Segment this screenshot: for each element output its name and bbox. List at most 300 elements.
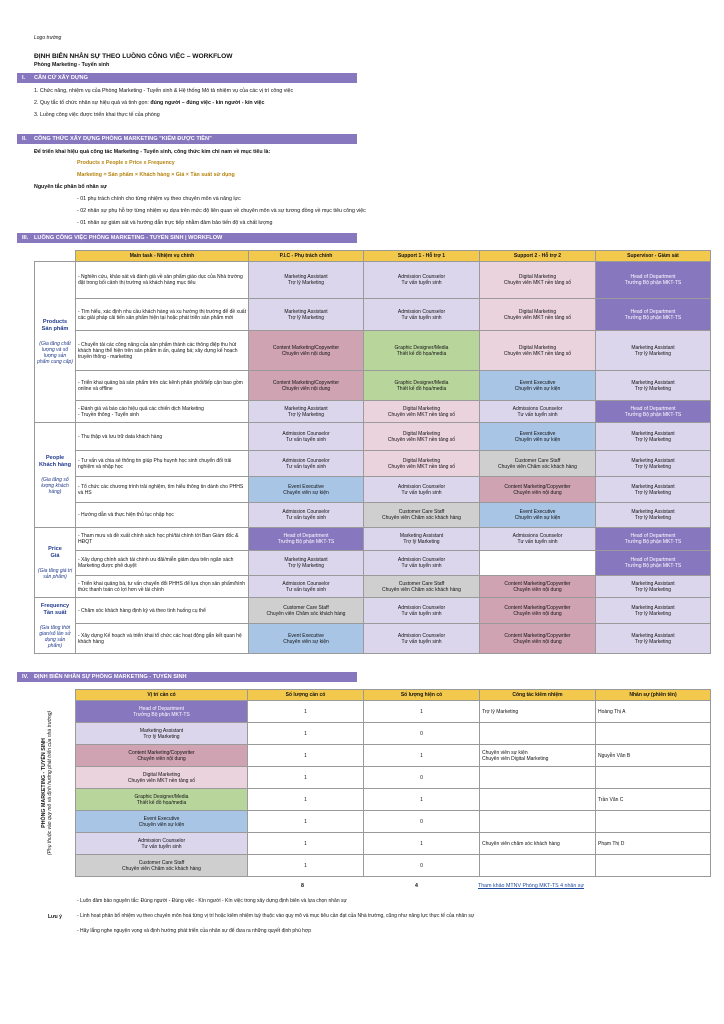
position-cell (76, 767, 248, 789)
role-vietnamese: Chuyên viên sự kiện (283, 489, 329, 496)
basis-item-2-text: 2. Quy tắc tổ chức nhân sự hiệu quả và tinh gọn: (34, 100, 151, 106)
role-english: Event Executive (519, 509, 556, 515)
workflow-row (35, 576, 711, 598)
role-vietnamese: Chuyên viên Chăm sóc khách hàng (266, 610, 346, 617)
task-cell: - Đánh giá và báo cáo hiệu quả các chiến dịch Marketing - Truyền thông - Tuyển sinh (76, 401, 249, 423)
role-english: Customer Care Staff (514, 457, 561, 464)
position-cell (76, 789, 248, 811)
role-english: Admission Counselor (397, 274, 446, 280)
need-cell: 1 (248, 833, 364, 855)
header-need: Số lượng cần có (248, 690, 364, 701)
role-vietnamese: Trợ lý Marketing (287, 280, 325, 286)
workflow-row (35, 503, 711, 528)
role-vietnamese: Chuyên viên MKT nền tảng số (387, 411, 456, 418)
role-cell (364, 576, 480, 598)
staff-name-cell[interactable]: Phạm Thị D (596, 833, 711, 855)
need-cell: 1 (248, 811, 364, 833)
role-vietnamese: Thiết kế đồ họa/media (396, 385, 447, 392)
role-cell (249, 528, 364, 551)
position-english: Customer Care Staff (138, 859, 185, 866)
staffing-row (76, 723, 711, 745)
position-english: Content Marketing/Copywriter (128, 749, 195, 756)
role-english: Admissions Counselor (512, 405, 563, 412)
principle-1: - 01 phụ trách chính cho từng nhiệm vụ theo chuyên môn và năng lực (77, 196, 241, 202)
group-title: Frequency Tần suất (40, 602, 70, 616)
staff-name-cell[interactable]: Nguyễn Văn B (596, 745, 711, 767)
side-title: PHÒNG MARKETING - TUYỂN SINH (41, 738, 47, 828)
role-vietnamese: Trợ lý Marketing (403, 539, 440, 545)
workflow-row (35, 423, 711, 451)
role-cell (249, 451, 364, 477)
need-cell: 1 (248, 789, 364, 811)
role-cell (480, 528, 596, 551)
logo-placeholder: Logo trường (34, 35, 62, 41)
role-vietnamese: Chuyên viên sự kiện (514, 385, 561, 392)
basis-item-1: 1. Chức năng, nhiệm vụ của Phòng Marketing - Tuyển sinh & Hệ thống Mô tả nhiệm vụ của các vị trí công việc (34, 88, 294, 94)
role-vietnamese: Chuyên viên sự kiện (514, 436, 561, 443)
position-vietnamese: Trưởng Bộ phận MKT-TS (133, 711, 190, 718)
role-cell (249, 477, 364, 503)
reference-link[interactable]: Tham khảo MTNV Phòng MKT-TS 4 nhân sự (478, 883, 584, 889)
staff-name-cell[interactable]: Trần Văn C (596, 789, 711, 811)
position-vietnamese: Trợ lý Marketing (143, 733, 180, 740)
role-vietnamese: Chuyên viên nội dung (513, 610, 562, 617)
basis-item-2-bold: đúng người – đúng việc - kín người - kín việc (150, 100, 265, 106)
workflow-row (35, 598, 711, 624)
principle-2: - 02 nhân sự phụ hỗ trợ từng nhiệm vụ dựa trên mức độ liên quan về chuyên môn và sự tương đồng về mục tiêu công việc (77, 208, 366, 214)
role-cell (596, 371, 711, 401)
side-duty-cell: Chuyên viên sự kiện Chuyên viên Digital Marketing (480, 745, 596, 767)
role-cell (249, 262, 364, 299)
section-number: III. (22, 235, 29, 241)
role-english: Graphic Designer/Media (394, 379, 449, 386)
role-vietnamese: Trưởng Bộ phận MKT-TS (624, 411, 682, 418)
position-cell (76, 723, 248, 745)
role-english: Marketing Assistant (284, 405, 328, 412)
task-cell: - Tham mưu và đề xuất chính sách học phí/tài chính tới Ban Giám đốc & HĐQT (76, 528, 249, 551)
role-english: Admission Counselor (282, 430, 330, 437)
staffing-side-label (34, 690, 74, 878)
side-duty-cell (480, 811, 596, 833)
staffing-row (76, 789, 711, 811)
role-vietnamese: Trưởng Bộ phận MKT-TS (624, 280, 682, 286)
role-cell (364, 262, 480, 299)
role-english: Head of Department (630, 274, 676, 280)
role-english: Content Marketing/Copywriter (272, 379, 340, 386)
role-english: Admission Counselor (397, 308, 446, 315)
role-english: Digital Marketing (518, 308, 557, 315)
workflow-row (35, 262, 711, 299)
have-cell: 1 (364, 701, 480, 723)
group-subtitle: (Gia tăng giá trị sản phẩm) (37, 567, 73, 580)
workflow-row (35, 371, 711, 401)
have-cell: 1 (364, 833, 480, 855)
role-cell (480, 551, 596, 576)
side-duty-cell: Chuyên viên chăm sóc khách hàng (480, 833, 596, 855)
workflow-row (35, 451, 711, 477)
side-duty-cell (480, 767, 596, 789)
role-vietnamese: Trợ lý Marketing (634, 610, 672, 617)
staffing-table (75, 689, 711, 877)
group-title: Price Giá (48, 545, 62, 559)
task-cell: - Hướng dẫn và thực hiện thủ tục nhập học (76, 503, 249, 528)
role-vietnamese: Tư vấn tuyển sinh (285, 586, 327, 593)
role-english: Marketing Assistant (284, 308, 328, 315)
principle-3: - 01 nhân sự giám sát và hướng dẫn trực tiếp nhằm đảm bảo tiến độ và chất lượng (77, 220, 273, 226)
staff-name-cell[interactable] (596, 767, 711, 789)
role-vietnamese: Tư vấn tuyển sinh (517, 411, 558, 418)
role-english: Marketing Assistant (631, 430, 675, 437)
notes-label: Lưu ý (48, 914, 62, 920)
role-english: Marketing Assistant (631, 580, 675, 587)
role-english: Customer Care Staff (398, 580, 445, 587)
workflow-row (35, 401, 711, 423)
section-number: I. (22, 75, 26, 81)
workflow-row (35, 299, 711, 331)
role-vietnamese: Tư vấn tuyển sinh (285, 515, 327, 521)
group-label-cell (35, 528, 76, 598)
side-duty-cell (480, 789, 596, 811)
role-cell (364, 371, 480, 401)
role-english: Marketing Assistant (284, 557, 328, 563)
role-cell (364, 423, 480, 451)
section-title: CĂN CỨ XÂY DỰNG (34, 75, 88, 81)
side-duty-cell (480, 855, 596, 877)
header-have: Số lượng hiện có (364, 690, 480, 701)
group-title: Products Sản phẩm (41, 319, 69, 332)
have-cell: 1 (364, 789, 480, 811)
role-cell (480, 331, 596, 371)
staffing-row (76, 767, 711, 789)
role-english: Admission Counselor (397, 632, 446, 639)
position-cell (76, 745, 248, 767)
note-1: - Luôn đảm bảo nguyên tắc: Đúng người - Đúng việc - Kín người - Kín việc trong xây dựng định biên và lựa chọn nhân sự (77, 898, 347, 904)
role-english: Content Marketing/Copywriter (504, 604, 571, 611)
staff-name-cell[interactable]: Hoàng Thị A (596, 701, 711, 723)
task-cell: - Triển khai quảng bá, tư vấn chuyển đổi PHHS để lựa chọn sản phẩm/hình thức thanh toán có lợi hơn về tài chính (76, 576, 249, 598)
staffing-row (76, 811, 711, 833)
role-cell (596, 503, 711, 528)
section-1-header (17, 73, 357, 83)
role-vietnamese: Tư vấn tuyển sinh (401, 489, 442, 496)
role-cell (596, 299, 711, 331)
role-vietnamese: Tư vấn tuyển sinh (401, 610, 442, 617)
role-vietnamese: Thiết kế đồ họa/media (396, 350, 447, 357)
role-vietnamese: Chuyên viên MKT nền tảng số (503, 314, 572, 321)
role-english: Admission Counselor (397, 557, 446, 563)
role-english: Customer Care Staff (283, 604, 329, 611)
task-cell: - Chuyển tải các công năng của sản phẩm thành các thông điệp thu hút khách hàng thể hiện trên sản phẩm in ấn, quảng bá; xây dựng kế hoạch truyền thông - marketing (76, 331, 249, 371)
role-cell (364, 299, 480, 331)
role-vietnamese: Trợ lý Marketing (287, 563, 325, 569)
role-cell (596, 423, 711, 451)
role-english: Marketing Assistant (631, 379, 675, 386)
task-cell: - Tư vấn và chia sẻ thông tin giúp Phụ huynh học sinh chuyển đổi trải nghiệm và nhập học (76, 451, 249, 477)
role-vietnamese: Chuyên viên nội dung (513, 638, 562, 645)
group-label-cell (35, 598, 76, 654)
role-english: Head of Department (630, 533, 676, 539)
header-side-duty: Công tác kiêm nhiệm (480, 690, 596, 701)
task-cell: - Triển khai quảng bá sản phẩm trên các kênh phân phối/tiếp cận bao gồm online và offline (76, 371, 249, 401)
staffing-row (76, 745, 711, 767)
role-english: Admission Counselor (282, 509, 330, 515)
role-cell (480, 598, 596, 624)
role-cell (480, 401, 596, 423)
role-vietnamese: Trợ lý Marketing (287, 314, 325, 321)
role-english: Head of Department (283, 533, 329, 539)
workflow-header-row (35, 251, 711, 262)
side-subtitle: (Phụ thuộc vào quy mô và định hướng phát triển của nhà trường) (47, 710, 54, 856)
role-vietnamese: Chuyên viên nội dung (513, 586, 562, 593)
role-cell (249, 401, 364, 423)
task-cell: - Xây dựng chính sách tài chính ưu đãi/miễn giảm dựa trên ngân sách Marketing được phê duyệt (76, 551, 249, 576)
role-cell (249, 576, 364, 598)
header-position: Vị trí cần có (76, 690, 248, 701)
position-english: Head of Department (138, 705, 185, 712)
role-english: Marketing Assistant (631, 483, 675, 490)
position-cell (76, 811, 248, 833)
task-cell: - Tìm hiểu, xác định nhu cầu khách hàng và xu hướng thị trường để đề xuất các giải pháp cải tiến sản phẩm hiện tại hoặc phát triển sản phẩm mới (76, 299, 249, 331)
role-vietnamese: Trợ lý Marketing (634, 638, 672, 645)
staff-name-cell[interactable] (596, 811, 711, 833)
role-english: Event Executive (519, 430, 556, 437)
section-title: CÔNG THỨC XÂY DỰNG PHÒNG MARKETING "KIẾM ĐƯỢC TIỀN" (34, 136, 212, 142)
role-cell (480, 423, 596, 451)
role-cell (249, 598, 364, 624)
role-cell (249, 624, 364, 654)
role-vietnamese: Chuyên viên sự kiện (514, 515, 561, 521)
group-label-cell (35, 423, 76, 528)
role-vietnamese: Chuyên viên MKT nền tảng số (503, 350, 572, 357)
side-duty-cell (480, 723, 596, 745)
position-vietnamese: Chuyên viên MKT nền tảng số (127, 777, 196, 784)
workflow-table (34, 250, 711, 654)
side-duty-cell: Trợ lý Marketing (480, 701, 596, 723)
workflow-row (35, 477, 711, 503)
task-cell: - Tổ chức các chương trình trải nghiệm, tìm hiểu thông tin dành cho PHHS và HS (76, 477, 249, 503)
section-4-header (17, 672, 357, 682)
group-subtitle: (Gia tăng số lượng khách hàng) (41, 477, 69, 495)
role-cell (596, 528, 711, 551)
header-pic: P.I.C - Phụ trách chính (249, 251, 364, 262)
role-english: Content Marketing/Copywriter (504, 483, 571, 490)
role-english: Marketing Assistant (631, 632, 675, 639)
have-cell: 0 (364, 855, 480, 877)
role-cell (249, 503, 364, 528)
role-vietnamese: Chuyên viên nội dung (281, 385, 331, 392)
workflow-row (35, 528, 711, 551)
role-vietnamese: Trưởng Bộ phận MKT-TS (277, 539, 335, 545)
position-vietnamese: Chuyên viên sự kiện (138, 821, 185, 828)
role-english: Event Executive (288, 632, 324, 639)
role-vietnamese: Tư vấn tuyển sinh (401, 563, 442, 569)
position-english: Event Executive (143, 815, 180, 822)
role-vietnamese: Tư vấn tuyển sinh (401, 638, 442, 645)
staff-name-cell[interactable] (596, 855, 711, 877)
role-english: Marketing Assistant (631, 509, 675, 515)
section-number: II. (22, 136, 27, 142)
workflow-row (35, 551, 711, 576)
role-english: Admission Counselor (282, 580, 330, 587)
formula-english: Products x People x Price x Frequency (77, 160, 175, 166)
role-vietnamese: Trợ lý Marketing (634, 586, 672, 593)
role-vietnamese: Trợ lý Marketing (634, 350, 672, 357)
workflow-row (35, 624, 711, 654)
section-number: IV. (22, 674, 29, 680)
section-title: ĐỊNH BIÊN NHÂN SỰ PHÒNG MARKETING - TUYỂN SINH (34, 674, 187, 680)
principle-title: Nguyên tắc phân bổ nhân sự (34, 184, 107, 190)
role-english: Head of Department (630, 308, 676, 315)
group-subtitle: (Gia tăng thời gian/số lần sử dụng sản phẩm) (39, 624, 71, 649)
role-cell (364, 624, 480, 654)
position-vietnamese: Chuyên viên Chăm sóc khách hàng (122, 865, 201, 872)
header-supervisor: Supervisor - Giám sát (596, 251, 711, 262)
role-vietnamese: Trợ lý Marketing (634, 515, 672, 521)
role-english: Customer Care Staff (398, 509, 445, 515)
header-support-1: Support 1 - Hỗ trợ 1 (364, 251, 480, 262)
total-have: 4 (415, 883, 418, 889)
position-english: Graphic Designer/Media (134, 793, 189, 800)
document-subtitle: Phòng Marketing - Tuyển sinh (34, 62, 110, 68)
have-cell: 0 (364, 767, 480, 789)
role-english: Digital Marketing (518, 274, 557, 280)
role-cell (596, 477, 711, 503)
need-cell: 1 (248, 745, 364, 767)
role-english: Digital Marketing (402, 457, 441, 464)
role-cell (364, 598, 480, 624)
header-staff-name: Nhân sự (phiên tên) (596, 690, 711, 701)
role-cell (364, 477, 480, 503)
role-english: Admission Counselor (397, 604, 446, 611)
position-english: Admission Counselor (137, 837, 186, 844)
role-english: Marketing Assistant (631, 604, 675, 611)
role-cell (249, 423, 364, 451)
role-vietnamese: Trưởng Bộ phận MKT-TS (624, 563, 682, 569)
position-vietnamese: Thiết kế đồ họa/media (136, 799, 187, 806)
staffing-side-label-rotated (41, 689, 67, 877)
need-cell: 1 (248, 701, 364, 723)
role-vietnamese: Tư vấn tuyển sinh (401, 314, 442, 321)
role-cell (480, 503, 596, 528)
need-cell: 1 (248, 855, 364, 877)
role-vietnamese: Chuyên viên MKT nền tảng số (387, 463, 456, 470)
note-3: - Hãy lắng nghe nguyện vọng và định hướng phát triển của nhân sự để đưa ra những quyết định phù hợp (77, 928, 311, 934)
role-english: Event Executive (288, 483, 324, 490)
section-2-header (17, 134, 357, 144)
role-cell (596, 262, 711, 299)
role-english: Event Executive (519, 379, 556, 386)
role-vietnamese: Chuyên viên sự kiện (283, 638, 329, 645)
position-vietnamese: Tư vấn tuyển sinh (141, 843, 182, 850)
role-vietnamese: Chuyên viên MKT nền tảng số (387, 436, 456, 443)
role-cell (480, 451, 596, 477)
role-english: Marketing Assistant (631, 344, 675, 351)
role-cell (364, 331, 480, 371)
position-english: Marketing Assistant (139, 727, 184, 734)
empty-header-cell (35, 251, 76, 262)
role-cell (596, 624, 711, 654)
role-vietnamese: Tư vấn tuyển sinh (401, 280, 442, 286)
staffing-header-row (76, 690, 711, 701)
role-english: Marketing Assistant (284, 274, 328, 280)
role-vietnamese: Trợ lý Marketing (634, 489, 672, 496)
role-cell (249, 551, 364, 576)
section-title: LUỒNG CÔNG VIỆC PHÒNG MARKETING - TUYỂN SINH | WORKFLOW (34, 235, 223, 241)
staffing-row (76, 833, 711, 855)
need-cell: 1 (248, 723, 364, 745)
have-cell: 0 (364, 723, 480, 745)
role-cell (249, 371, 364, 401)
group-label-cell (35, 262, 76, 423)
role-vietnamese: Trợ lý Marketing (634, 436, 672, 443)
group-subtitle: (Gia tăng chất lượng và số lượng sản phẩm cung cấp) (37, 341, 73, 365)
task-cell: - Chăm sóc khách hàng định kỳ và theo tình huống cụ thể (76, 598, 249, 624)
position-cell (76, 833, 248, 855)
have-cell: 0 (364, 811, 480, 833)
basis-item-2 (34, 100, 264, 106)
role-vietnamese: Chuyên viên Chăm sóc khách hàng (382, 586, 461, 593)
role-english: Admission Counselor (397, 483, 446, 490)
total-need: 8 (301, 883, 304, 889)
formula-vietnamese: Marketing = Sản phẩm × Khách hàng × Giá × Tần suất sử dụng (77, 172, 235, 178)
role-cell (364, 503, 480, 528)
role-english: Marketing Assistant (399, 533, 444, 539)
group-title: People Khách hàng (38, 455, 71, 468)
role-vietnamese: Chuyên viên Chăm sóc khách hàng (498, 463, 577, 470)
document-title: ĐỊNH BIÊN NHÂN SỰ THEO LUỒNG CÔNG VIỆC – WORKFLOW (34, 53, 233, 60)
section-3-header (17, 233, 357, 243)
role-cell (596, 551, 711, 576)
role-english: Digital Marketing (402, 430, 441, 437)
role-cell (596, 451, 711, 477)
need-cell: 1 (248, 767, 364, 789)
role-cell (249, 299, 364, 331)
role-cell (480, 262, 596, 299)
position-cell (76, 701, 248, 723)
role-vietnamese: Trưởng Bộ phận MKT-TS (624, 539, 682, 545)
header-main-task: Main task - Nhiệm vụ chính (76, 251, 249, 262)
role-english: Graphic Designer/Media (394, 344, 449, 351)
role-cell (596, 401, 711, 423)
role-english: Head of Department (630, 405, 676, 412)
role-english: Admissions Counselor (512, 533, 563, 539)
staff-name-cell[interactable] (596, 723, 711, 745)
role-vietnamese: Tư vấn tuyển sinh (517, 539, 558, 545)
role-cell (480, 576, 596, 598)
role-cell (249, 331, 364, 371)
role-english: Content Marketing/Copywriter (504, 580, 571, 587)
role-cell (364, 528, 480, 551)
role-english: Marketing Assistant (631, 457, 675, 464)
role-vietnamese: Chuyên viên nội dung (281, 350, 331, 357)
header-support-2: Support 2 - Hỗ trợ 2 (480, 251, 596, 262)
role-vietnamese: Chuyên viên Chăm sóc khách hàng (382, 515, 461, 521)
staffing-row (76, 855, 711, 877)
workflow-row (35, 331, 711, 371)
role-cell (480, 624, 596, 654)
have-cell: 1 (364, 745, 480, 767)
formula-intro: Để triển khai hiệu quả công tác Marketing - Tuyển sinh, công thức kim chỉ nam về mục tiêu là: (34, 149, 271, 155)
role-vietnamese: Tư vấn tuyển sinh (285, 463, 327, 470)
position-vietnamese: Chuyên viên nội dung (137, 755, 186, 762)
note-2: - Linh hoạt phân bổ nhiệm vụ theo chuyên môn hoá từng vị trí hoặc kiêm nhiệm tuỳ thuộc vào quy mô và mục tiêu cần đạt của Nhà trường, cũng như năng lực thực tế của nhân sự (77, 913, 475, 919)
basis-item-3: 3. Luồng công việc được triển khai thực tế của phòng (34, 112, 160, 118)
role-english: Content Marketing/Copywriter (272, 344, 340, 351)
role-cell (596, 598, 711, 624)
role-cell (480, 299, 596, 331)
role-vietnamese: Chuyên viên MKT nền tảng số (503, 280, 572, 286)
role-english: Head of Department (630, 557, 676, 563)
